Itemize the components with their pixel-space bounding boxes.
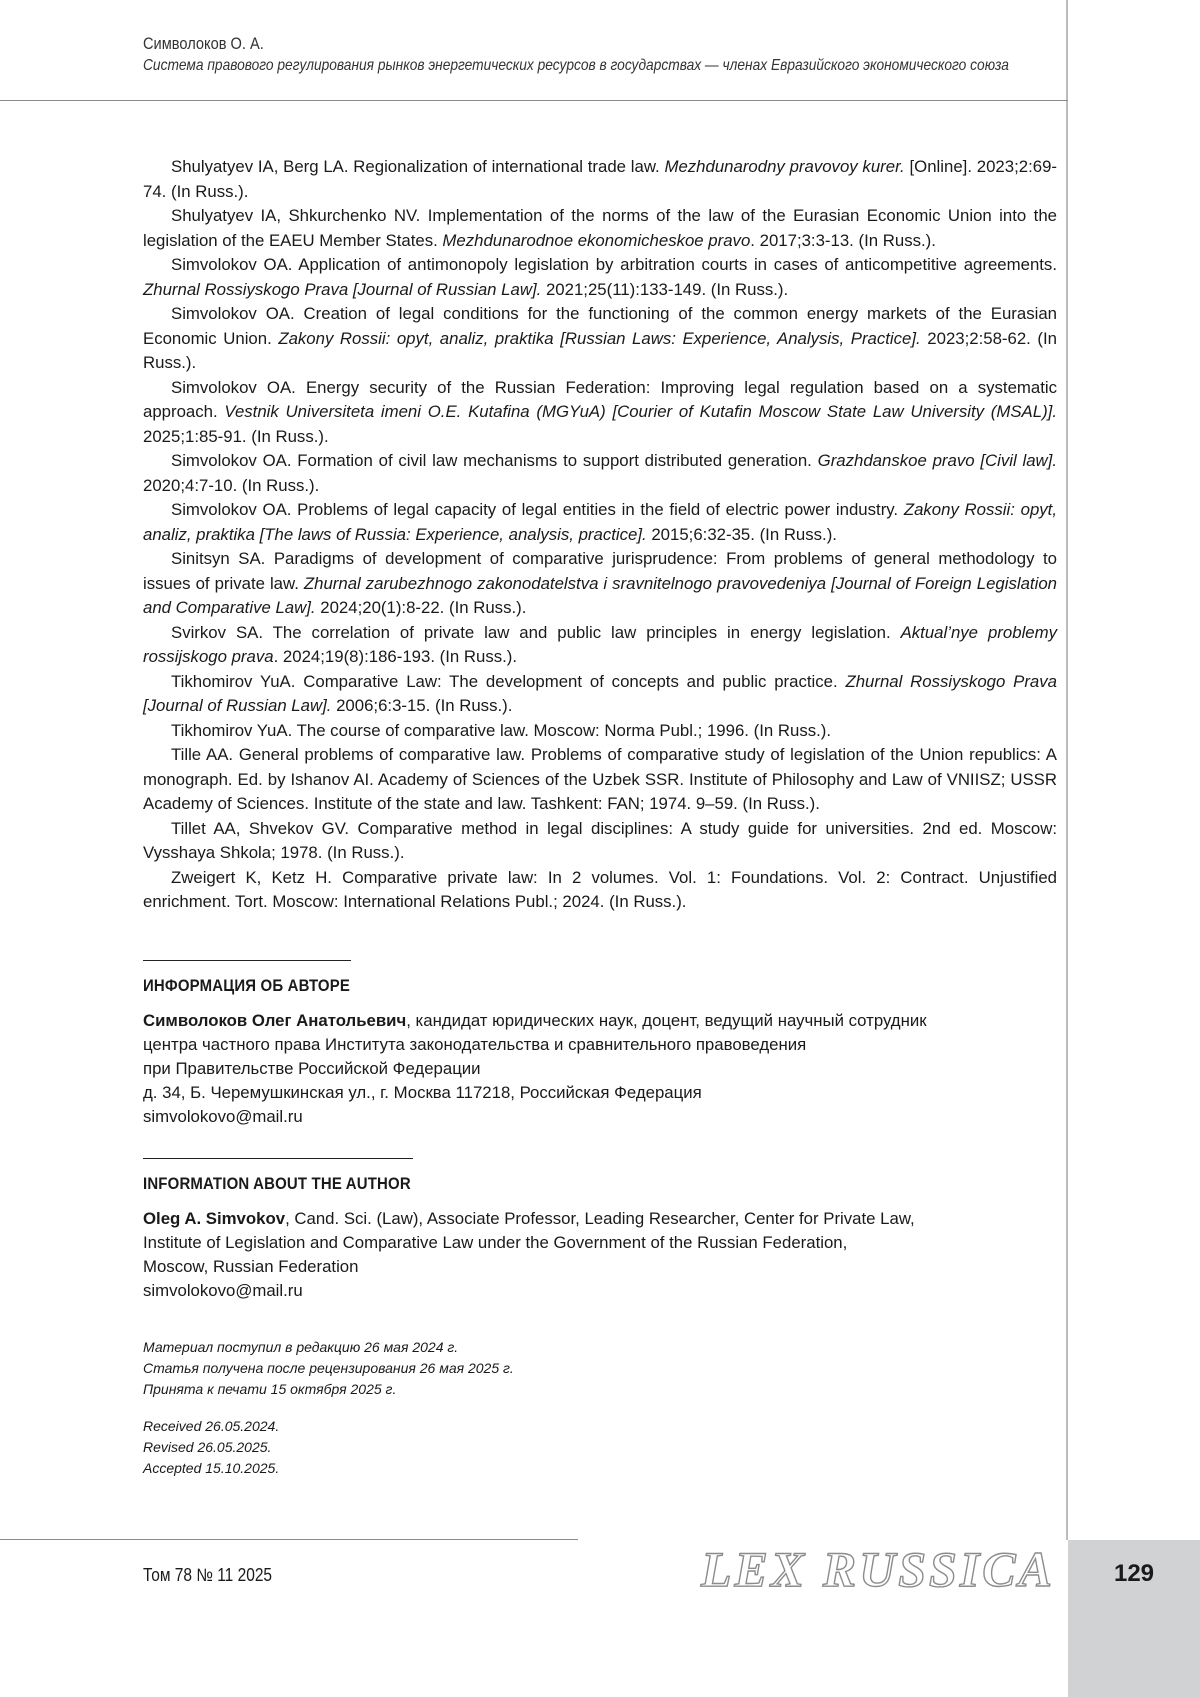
reference-item: Simvolokov OA. Problems of legal capacity of legal entities in the field of electric power industry. Zakony Rossii: opyt, analiz, praktika [The laws of Russia: Experience, analysis, practice]. 2015;6:32-35. (In Russ.). [143, 500, 1057, 544]
running-header [143, 33, 1009, 77]
reference-item: Shulyatyev IA, Shkurchenko NV. Implementation of the norms of the law of the Eurasian Economic Union into the legislation of the EAEU Member States. Mezhdunarodnoe ekonomicheskoe pravo. 2017;3:3-13. (In Russ.). [143, 206, 1057, 250]
author-ru-line: Символоков Олег Анатольевич, кандидат юридических наук, доцент, ведущий научный сотрудник [143, 1011, 927, 1030]
reference-item: Simvolokov OA. Formation of civil law mechanisms to support distributed generation. Grazhdanskoe pravo [Civil law]. 2020;4:7-10. (In Russ.). [143, 451, 1057, 495]
date-line: Received 26.05.2024. [143, 1418, 280, 1434]
author-ru-line: при Правительстве Российской Федерации [143, 1059, 481, 1078]
author-ru-address: д. 34, Б. Черемушкинская ул., г. Москва 117218, Российская Федерация [143, 1083, 702, 1102]
reference-item: Shulyatyev IA, Berg LA. Regionalization of international trade law. Mezhdunarodny pravovoy kurer. [Online]. 2023;2:69-74. (In Russ.). [143, 157, 1057, 201]
reference-item: Svirkov SA. The correlation of private law and public law principles in energy legislation. Aktual’nye problemy rossijskogo prava. 2024;19(8):186-193. (In Russ.). [143, 622, 1057, 666]
reference-item: Simvolokov OA. Application of antimonopoly legislation by arbitration courts in cases of anticompetitive agreements. Zhurnal Rossiyskogo Prava [Journal of Russian Law]. 2021;25(11):133-149. (In Russ.). [143, 255, 1057, 299]
dates-ru [143, 1337, 514, 1400]
header-author: Символоков О. А. [143, 34, 264, 53]
author-ru-email: simvolokovo@mail.ru [143, 1107, 303, 1126]
dates-en [143, 1416, 279, 1479]
header-article-title: Система правового регулирования рынков энергетических ресурсов в государствах — членах Евразийского экономического союза [143, 57, 1009, 74]
reference-list [143, 155, 1057, 915]
section-separator [143, 1158, 413, 1159]
author-ru-line: центра частного права Института законодательства и сравнительного правоведения [143, 1035, 807, 1054]
reference-item: Simvolokov OA. Creation of legal conditions for the functioning of the common energy markets of the Eurasian Economic Union. Zakony Rossii: opyt, analiz, praktika [Russian Laws: Experience, Analysis, Practice]. 2023;2:58-62. (In Russ.). [143, 304, 1057, 372]
author-en-line: Oleg A. Simvokov, Cand. Sci. (Law), Associate Professor, Leading Researcher, Center for Private Law, [143, 1209, 915, 1228]
author-en-line: Moscow, Russian Federation [143, 1257, 359, 1276]
reference-item: Tillet AA, Shvekov GV. Comparative method in legal disciplines: A study guide for universities. 2nd ed. Moscow: Vysshaya Shkola; 1978. (In Russ.). [143, 818, 1057, 862]
reference-item: Simvolokov OA. Energy security of the Russian Federation: Improving legal regulation based on a systematic approach. Vestnik Universiteta imeni O.E. Kutafina (MGYuA) [Courier of Kutafin Moscow State Law University (MSAL)]. 2025;1:85-91. (In Russ.). [143, 377, 1057, 446]
reference-item: Sinitsyn SA. Paradigms of development of comparative jurisprudence: From problems of general methodology to issues of private law. Zhurnal zarubezhnogo zakonodatelstva i sravnitelnogo pravovedeniya [Journal of Foreign Legislation and Comparative Law]. 2024;20(1):8-22. (In Russ.). [143, 549, 1057, 617]
header-rule [0, 100, 1068, 101]
reference-item: Tille AA. General problems of comparative law. Problems of comparative study of legislation of the Union republics: A monograph. Ed. by Ishanov AI. Academy of Sciences of the Uzbek SSR. Institute of Philosophy and Law of VNIISZ; USSR Academy of Sciences. Institute of the state and law. Tashkent: FAN; 1974. 9–59. (In Russ.). [143, 745, 1057, 813]
journal-logo [701, 1536, 1055, 1598]
date-line: Статья получена после рецензирования 26 мая 2025 г. [143, 1360, 514, 1376]
section-separator [143, 960, 351, 961]
author-en-line: Institute of Legislation and Comparative Law under the Government of the Russian Federation, [143, 1233, 848, 1252]
author-info-ru-heading: ИНФОРМАЦИЯ ОБ АВТОРЕ [143, 976, 351, 995]
author-en-name: Oleg A. Simvokov [143, 1209, 286, 1228]
author-en-email: simvolokovo@mail.ru [143, 1281, 303, 1300]
date-line: Материал поступил в редакцию 26 мая 2024 г. [143, 1339, 459, 1355]
author-info-en [143, 1158, 1057, 1303]
date-line: Accepted 15.10.2025. [143, 1460, 280, 1476]
date-line: Revised 26.05.2025. [143, 1439, 272, 1455]
footer-rule [0, 1539, 578, 1540]
date-line: Принята к печати 15 октября 2025 г. [143, 1381, 397, 1397]
issue-label: Том 78 № 11 2025 [143, 1565, 273, 1585]
reference-item: Zweigert K, Ketz H. Comparative private law: In 2 volumes. Vol. 1: Foundations. Vol. 2: Contract. Unjustified enrichment. Tort. Moscow: International Relations Publ.; 2024. (In Russ.). [143, 867, 1057, 911]
page-number: 129 [1113, 1560, 1155, 1587]
reference-item: Tikhomirov YuA. Comparative Law: The development of concepts and public practice. Zhurnal Rossiyskogo Prava [Journal of Russian Law]. 2006;6:3-15. (In Russ.). [143, 671, 1057, 715]
logo-text: LEX RUSSICA [701, 1541, 1055, 1597]
author-ru-name: Символоков Олег Анатольевич [143, 1011, 407, 1030]
right-margin-rule [1066, 0, 1068, 1540]
reference-item: Tikhomirov YuA. The course of comparative law. Moscow: Norma Publ.; 1996. (In Russ.). [171, 720, 832, 740]
author-info-ru [143, 960, 1057, 1129]
author-info-en-heading: INFORMATION ABOUT THE AUTHOR [143, 1174, 411, 1193]
